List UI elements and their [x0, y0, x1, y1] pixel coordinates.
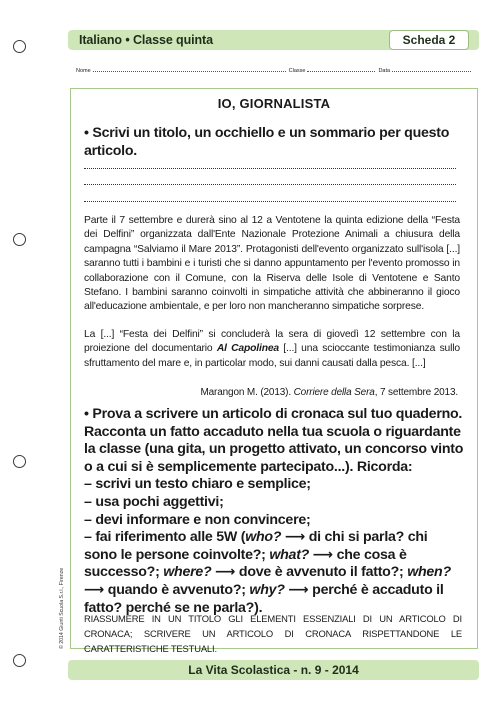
question-word: when? [407, 564, 451, 581]
instruction-headline: • Scrivi un titolo, un occhiello e un sommario per questo articolo. [84, 125, 450, 159]
worksheet-title: IO, GIORNALISTA [217, 96, 331, 111]
rule-item-5w [84, 529, 464, 617]
footer-bar: La Vita Scolastica - n. 9 - 2014 [68, 660, 479, 680]
arrow-icon: ⟶ [284, 529, 306, 546]
rule-text: quando è avvenuto?; [104, 581, 250, 598]
student-fields [76, 67, 474, 75]
arrow-icon: ⟶ [288, 581, 309, 598]
learning-objective: RIASSUMERE IN UN TITOLO GLI ELEMENTI ESSENZIALI DI UN ARTICOLO DI CRONACA; SCRIVERE UN ARTICOLO DI CRONACA RISPETTANDONE LE CARATTERISTICHE TESTUALI. [84, 613, 462, 654]
answer-line[interactable] [84, 184, 456, 185]
nome-field[interactable] [93, 67, 286, 72]
copyright-note: © 2014 Giunti Scuola S.r.l., Firenze [59, 567, 65, 649]
rule-text: dove è avvenuto il fatto?; [235, 564, 408, 581]
answer-line[interactable] [84, 201, 456, 202]
question-word: who? [245, 529, 282, 546]
scheda-badge: Scheda 2 [389, 30, 469, 50]
citation-date: , 7 settembre 2013. [374, 387, 458, 398]
rule-item: – scrivi un testo chiaro e semplice; [84, 476, 311, 493]
classe-label: Classe [288, 68, 306, 74]
article-text: La [...] “Festa dei Delfini” si concluderà la sera di giovedì 12 settembre con la proiezione del documentario [84, 329, 460, 355]
header-title: Italiano • Classe quinta [79, 33, 213, 47]
binder-hole [13, 233, 26, 246]
rule-text: che cosa è successo?; [84, 546, 407, 581]
article-text: [...] una scioccante testimonianza sullo sfruttamento del mare e, in particolar modo, sui danni causati dalla pesca. [...] [84, 343, 460, 369]
classe-field[interactable] [307, 67, 375, 72]
question-word: where? [163, 564, 212, 581]
citation [200, 387, 458, 398]
rule-item: – usa pochi aggettivi; [84, 493, 224, 510]
data-label: Data [378, 68, 391, 74]
citation-author: Marangon M. (2013). [200, 387, 294, 398]
answer-line[interactable] [84, 168, 456, 169]
rule-text: – fai riferimento alle 5W ( [84, 529, 246, 546]
documentary-title: Al Capolinea [216, 343, 279, 355]
question-word: what? [269, 546, 310, 563]
binder-hole [13, 40, 26, 53]
rule-text: perché è accaduto il fatto? perché se ne parla?). [84, 581, 444, 616]
arrow-icon: ⟶ [84, 581, 105, 598]
rule-text: di chi si parla? chi sono le persone coinvolte?; [84, 529, 428, 563]
instruction-write-article [84, 406, 464, 617]
nome-label: Nome [76, 68, 91, 74]
arrow-icon: ⟶ [215, 564, 236, 581]
question-word: why? [249, 581, 285, 598]
binder-hole [13, 654, 26, 667]
binder-hole [13, 455, 26, 468]
instruction-intro: • Prova a scrivere un articolo di cronaca sul tuo quaderno. Racconta un fatto accaduto nella tua scuola o riguardante la classe (una gita, un progetto attivato, un concorso vinto o a cui si è semplicemente partecipato...). Ricorda: [84, 406, 464, 475]
rule-item: – devi informare e non convincere; [84, 511, 311, 528]
citation-source: Corriere della Sera [293, 387, 375, 398]
article-paragraph: Parte il 7 settembre e durerà sino al 12 a Ventotene la quinta edizione della “Festa dei Delfini” organizzata dall'Ente Nazionale Protezione Animali a chiusura della campagna “Salviamo il Mare 2013”. Protagonisti dell'evento organizzato sull'isola [...] saranno tutti i bambini e i turisti che si danno appuntamento per l'evento promosso in collaborazione con il Comune, con la Riserva delle Isole di Ventotene e Santo Stefano. I bambini saranno coinvolti in simpatiche attività che abbineranno il gioco all'educazione ambientale, e per loro non mancheranno simpatiche sorprese. [84, 215, 460, 313]
arrow-icon: ⟶ [312, 546, 333, 563]
article-paragraph [84, 328, 460, 371]
data-field[interactable] [392, 67, 471, 72]
